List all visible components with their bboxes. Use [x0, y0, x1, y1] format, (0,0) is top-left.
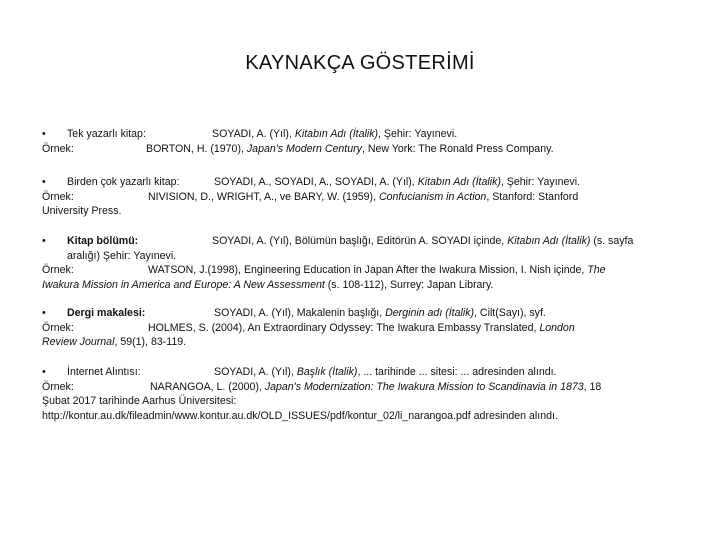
- example-text: BORTON, H. (1970), Japan's Modern Century, New York: The Ronald Press Company.: [146, 142, 554, 155]
- example-label: Örnek:: [42, 190, 74, 203]
- reference-item-book-chapter: [42, 234, 692, 292]
- item-label: Tek yazarlı kitap:: [67, 128, 146, 140]
- example-label: Örnek:: [42, 380, 74, 393]
- example-continuation: Review Journal, 59(1), 83-119.: [42, 336, 187, 349]
- example-text: HOLMES, S. (2004), An Extraordinary Odyssey: The Iwakura Embassy Translated, London: [148, 321, 575, 334]
- format-rule: SOYADI, A. (Yıl), Makalenin başlığı, Derginin adı (İtalik), Cilt(Sayı), syf.: [214, 307, 546, 319]
- format-rule: SOYADI, A. (Yıl), Bölümün başlığı, Editörün A. SOYADI içinde, Kitabın Adı (İtalik) (s. sayfa: [212, 235, 634, 247]
- item-label: Birden çok yazarlı kitap:: [67, 176, 180, 188]
- bullet: •: [42, 366, 46, 378]
- example-continuation: University Press.: [42, 205, 122, 218]
- page-title: KAYNAKÇA GÖSTERİMİ: [245, 52, 475, 74]
- reference-item-internet-citation: [42, 365, 692, 423]
- reference-item-single-author: [42, 127, 692, 156]
- bullet: •: [42, 235, 46, 247]
- format-rule: SOYADI, A. (Yıl), Kitabın Adı (İtalik), Şehir: Yayınevi.: [212, 128, 458, 140]
- item-label: Dergi makalesi:: [67, 307, 146, 319]
- example-continuation: Şubat 2017 tarihinde Aarhus Üniversitesi:: [42, 395, 237, 408]
- bullet: •: [42, 176, 46, 188]
- example-line: [42, 263, 692, 278]
- rule-line: [42, 175, 692, 190]
- example-line: [42, 190, 692, 205]
- example-label: Örnek:: [42, 142, 74, 155]
- item-label: Kitap bölümü:: [67, 235, 139, 247]
- format-rule: SOYADI, A., SOYADI, A., SOYADI, A. (Yıl), Kitabın Adı (İtalik), Şehir: Yayınevi.: [214, 176, 581, 188]
- example-line: [42, 380, 692, 395]
- rule-line: [42, 234, 692, 249]
- format-rule: SOYADI, A. (Yıl), Başlık (İtalik), ... tarihinde ... sitesi: ... adresinden alındı.: [214, 366, 557, 378]
- rule-continuation: aralığı) Şehir: Yayınevi.: [67, 249, 177, 262]
- bullet: •: [42, 307, 46, 319]
- example-line: [42, 142, 692, 157]
- rule-line: [42, 127, 692, 142]
- rule-line: [42, 365, 692, 380]
- example-continuation: Iwakura Mission in America and Europe: A New Assessment (s. 108-112), Surrey: Japan Library.: [42, 278, 494, 291]
- bullet: •: [42, 128, 46, 140]
- example-text: WATSON, J.(1998), Engineering Education in Japan After the Iwakura Mission, I. Nish içinde, The: [148, 264, 606, 277]
- rule-line: [42, 306, 692, 321]
- item-label: İnternet Alıntısı:: [67, 366, 141, 378]
- example-line: [42, 321, 692, 336]
- example-text: NARANGOA, L. (2000), Japan's Modernization: The Iwakura Mission to Scandinavia in 1873, 18: [150, 380, 602, 393]
- example-url-line: http://kontur.au.dk/fileadmin/www.kontur.au.dk/OLD_ISSUES/pdf/kontur_02/li_narangoa.pdf adresinden alındı.: [42, 409, 558, 422]
- example-label: Örnek:: [42, 321, 74, 334]
- example-text: NIVISION, D., WRIGHT, A., ve BARY, W. (1959), Confucianism in Action, Stanford: Stanford: [148, 190, 579, 203]
- example-label: Örnek:: [42, 264, 74, 277]
- reference-item-multiple-authors: [42, 175, 692, 219]
- reference-item-journal-article: [42, 306, 692, 350]
